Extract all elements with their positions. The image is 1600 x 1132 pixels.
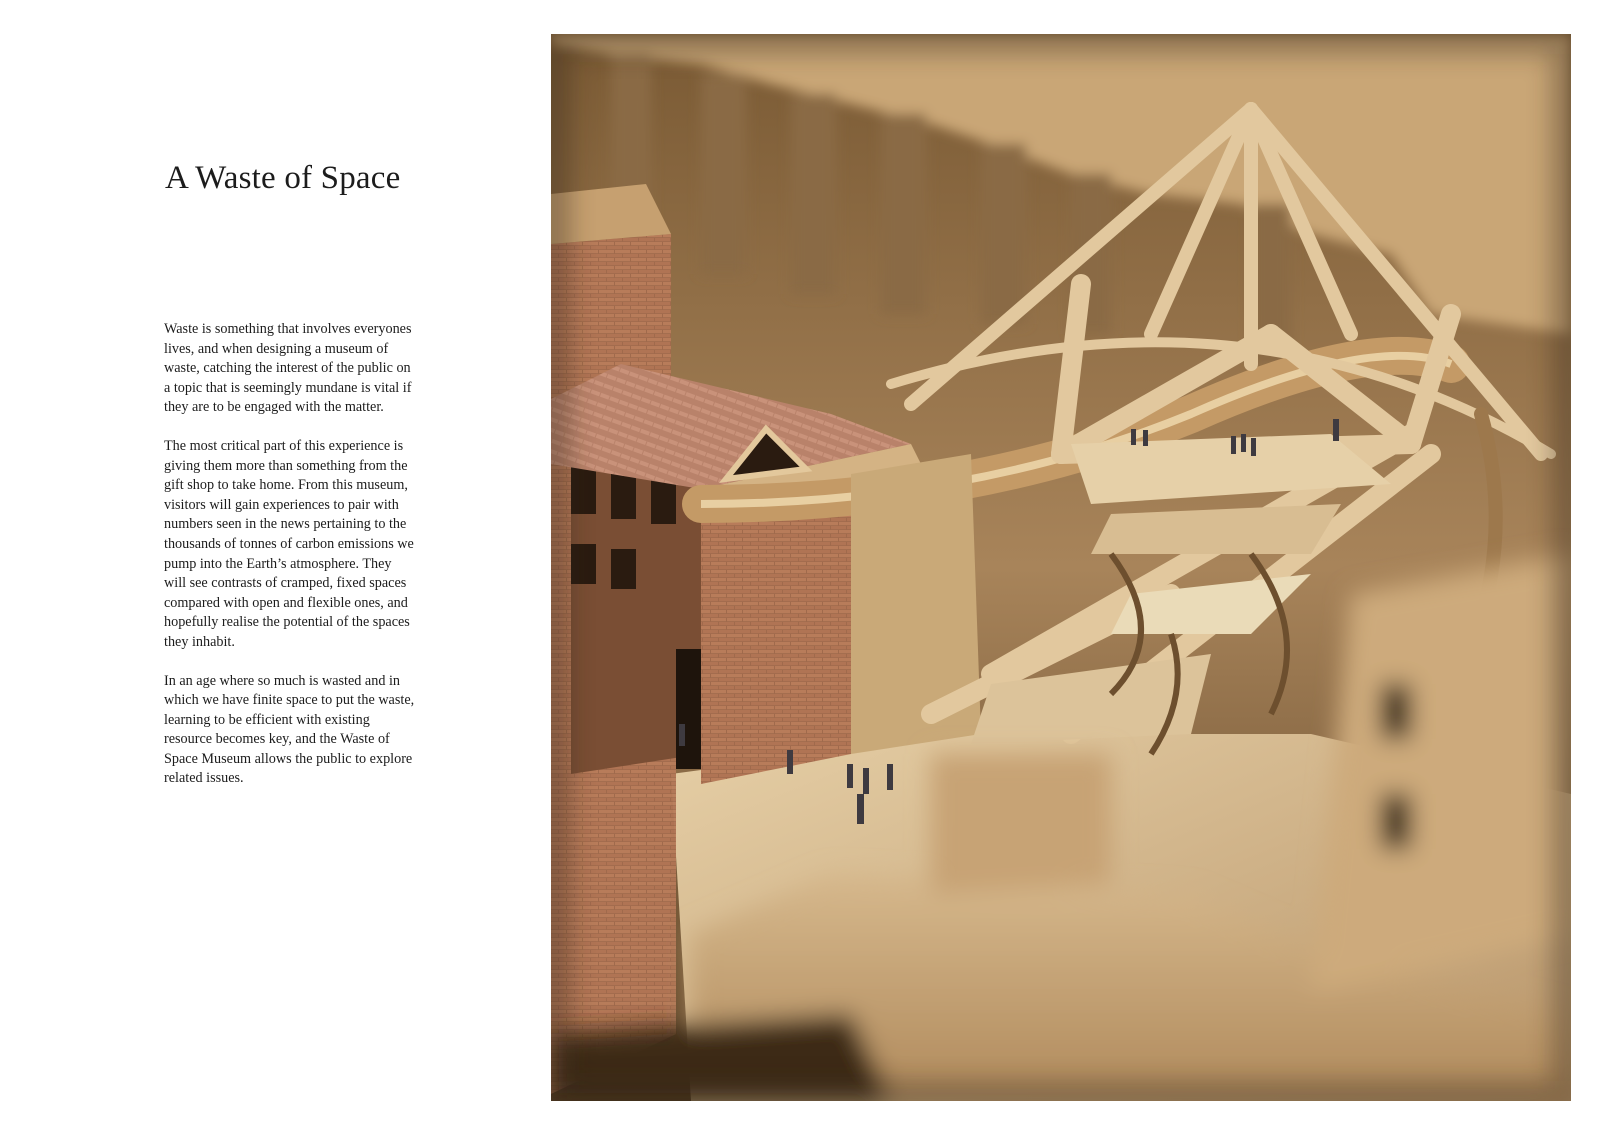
body-text xyxy=(164,320,416,808)
paragraph-2: The most critical part of this experience is giving them more than something from the gift shop to take home. From this museum, visitors will gain experiences to pair with numbers seen in the news pertaining to the thousands of tonnes of carbon emissions we pump into the Earth’s atmosphere. They will see contrasts of cramped, fixed spaces compared with open and flexible ones, and hopefully realise the potential of the spaces they inhabit. xyxy=(164,437,414,650)
model-illustration xyxy=(551,34,1571,1101)
page-title: A Waste of Space xyxy=(165,160,401,196)
architectural-model-photo xyxy=(551,34,1571,1101)
paragraph-1: Waste is something that involves everyones lives, and when designing a museum of waste, catching the interest of the public on a topic that is seemingly mundane is vital if they are to be engaged with the matter. xyxy=(164,321,412,416)
paragraph-3: In an age where so much is wasted and in which we have finite space to put the waste, learning to be efficient with existing resource becomes key, and the Waste of Space Museum allows the public to explore related issues. xyxy=(164,672,415,787)
